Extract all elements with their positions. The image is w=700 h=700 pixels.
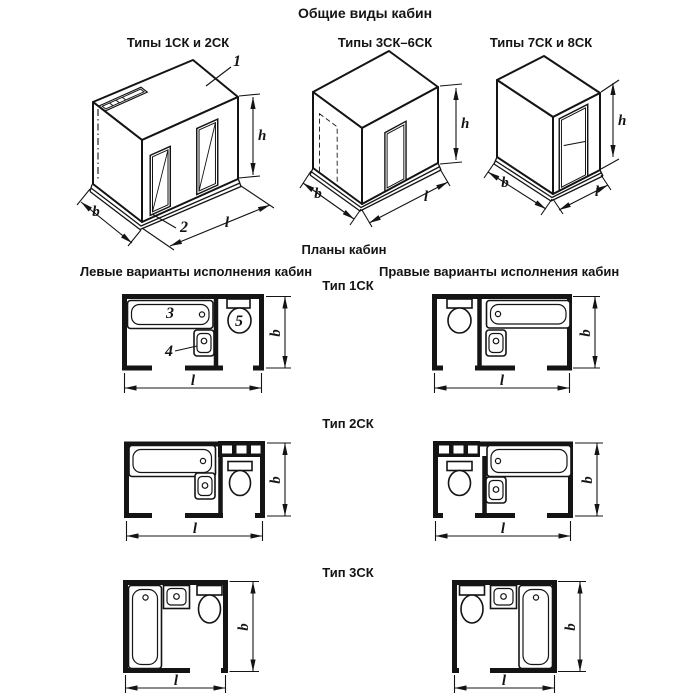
svg-text:l: l [192, 521, 198, 537]
dim-l [455, 673, 555, 693]
svg-text:b: b [580, 476, 596, 484]
dim-b [575, 443, 603, 516]
plan-type1-right [432, 297, 600, 394]
washbasin [486, 330, 506, 356]
svg-text:l: l [173, 673, 179, 689]
svg-text:b: b [268, 329, 284, 337]
bathtub [487, 301, 571, 329]
dim-b [558, 582, 586, 672]
fig1-label: Типы 1СК и 2СК [126, 35, 230, 50]
right-variants-heading: Правые варианты исполнения кабин [379, 264, 620, 279]
fig2-label: Типы 3СК–6СК [337, 35, 433, 50]
dim-h [440, 84, 469, 164]
bathtub [487, 446, 571, 477]
type2-label: Тип 2СК [322, 416, 374, 431]
toilet [228, 462, 252, 496]
svg-text:l: l [224, 215, 230, 231]
callout-toilet: 5 [235, 313, 243, 330]
dim-h [239, 94, 266, 178]
left-variants-heading: Левые варианты исполнения кабин [80, 264, 313, 279]
washbasin [486, 477, 506, 503]
bowl [449, 471, 471, 496]
svg-text:b: b [501, 175, 509, 191]
toilet [447, 299, 472, 333]
washbasin [195, 473, 215, 499]
dim-l [436, 521, 571, 541]
svg-text:b: b [563, 623, 579, 631]
iso-view-type7-8 [484, 56, 626, 215]
dim-b [266, 297, 291, 369]
cistern [227, 299, 250, 308]
washbasin [164, 586, 190, 609]
svg-text:h: h [461, 116, 470, 132]
type1-label: Тип 1СК [322, 278, 374, 293]
callout-washbasin: 4 [165, 343, 173, 360]
svg-text:l: l [423, 189, 429, 205]
callout-bath: 3 [166, 305, 174, 322]
bathtub [129, 586, 162, 669]
dim-b [573, 297, 600, 369]
dim-l [435, 373, 570, 393]
svg-text:b: b [236, 623, 252, 631]
toilet [447, 462, 472, 496]
washbasin [491, 586, 517, 609]
plan-type2-right [433, 441, 603, 541]
dim-b [267, 443, 291, 516]
svg-text:h: h [258, 128, 267, 144]
svg-text:l: l [594, 184, 600, 200]
svg-text:l: l [501, 673, 507, 689]
iso-view-type1-2 [77, 53, 274, 250]
dim-l [125, 373, 262, 393]
toilet [460, 586, 485, 624]
svg-text:b: b [268, 476, 284, 484]
dim-l [126, 673, 226, 693]
page-title: Общие виды кабин [297, 5, 433, 21]
iso-view-type3-6 [300, 51, 469, 227]
svg-text:b: b [578, 329, 594, 337]
bathtub [129, 446, 216, 477]
type3-label: Тип 3СК [322, 565, 374, 580]
cistern [460, 586, 485, 596]
plan-type2-left [124, 441, 291, 541]
dim-l [127, 521, 263, 541]
plan-type3-left [123, 582, 259, 694]
toilet [197, 586, 222, 624]
bowl [448, 308, 471, 333]
callout-base: 2 [180, 219, 188, 236]
plan-type1-left [122, 297, 291, 394]
svg-text:l: l [500, 521, 506, 537]
plans-title: Планы кабин [301, 242, 387, 257]
washbasin [194, 330, 214, 356]
bowl [461, 595, 483, 623]
plan-type3-right [452, 582, 586, 694]
dim-h [601, 80, 626, 169]
callout-roof-panel: 1 [233, 53, 241, 70]
bowl [230, 471, 251, 496]
svg-text:b: b [92, 204, 100, 220]
svg-text:h: h [618, 113, 627, 129]
cistern [197, 586, 222, 596]
svg-text:b: b [314, 186, 322, 202]
bowl [199, 595, 221, 623]
cistern [447, 462, 472, 471]
cistern [447, 299, 472, 308]
svg-text:l: l [499, 373, 505, 389]
cistern [228, 462, 252, 471]
dim-b [230, 582, 260, 672]
fig3-label: Типы 7СК и 8СК [489, 35, 593, 50]
bathtub [519, 586, 553, 669]
svg-text:l: l [190, 373, 196, 389]
